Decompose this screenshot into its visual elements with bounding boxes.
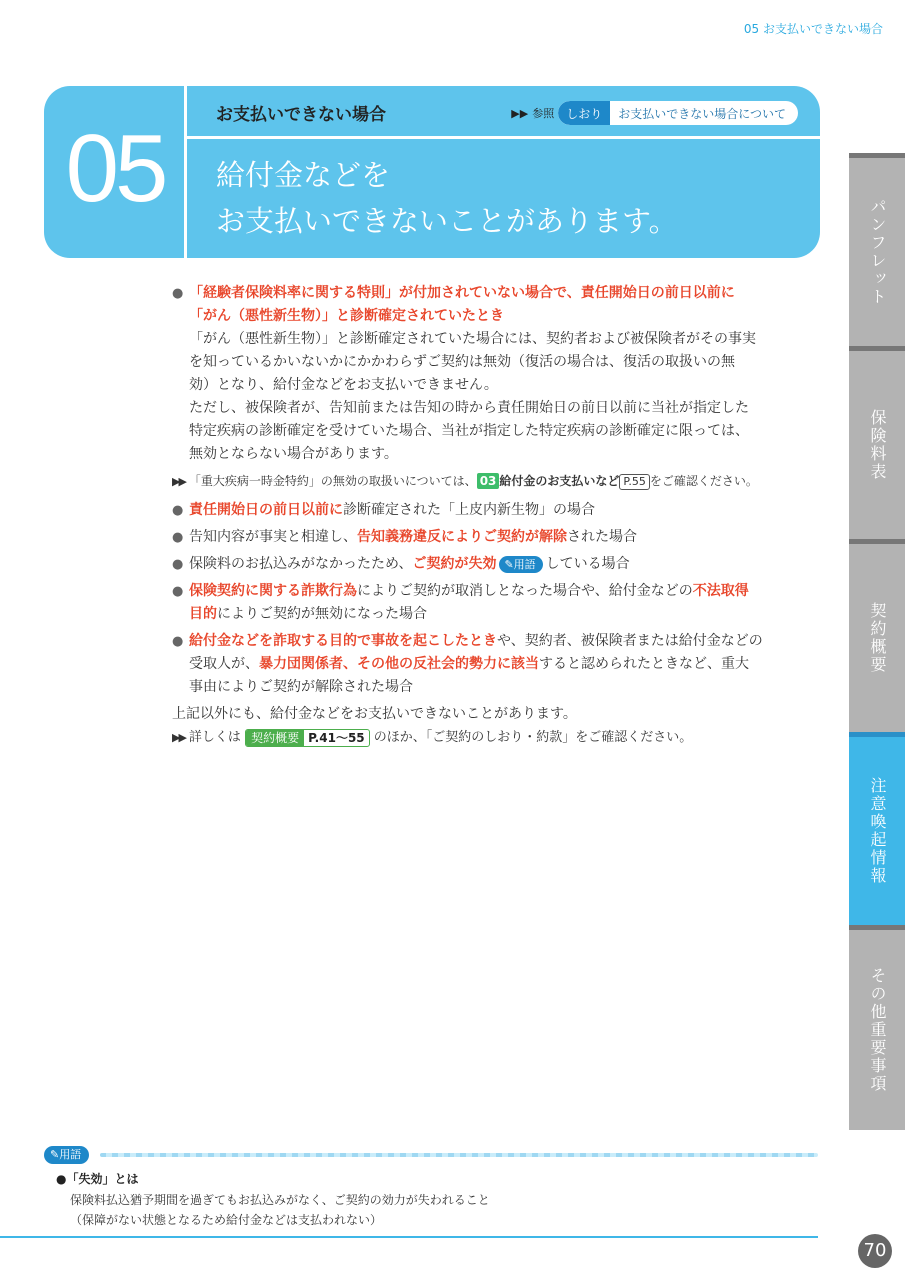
item-text: 事由によりご契約が解除された場合 bbox=[189, 679, 413, 695]
bullet-icon: ● bbox=[172, 557, 184, 572]
running-header: 05 お支払いできない場合 bbox=[743, 22, 883, 36]
item-text: を知っているかいないかにかかわらずご契約は無効（復活の場合は、復活の取扱いの無 bbox=[189, 354, 735, 370]
bullet-icon: ● bbox=[172, 530, 184, 545]
double-arrow-icon: ▶▶ bbox=[172, 731, 185, 744]
item-highlight: ご契約が失効 bbox=[412, 556, 497, 572]
item-highlight: 保険契約に関する詐欺行為 bbox=[189, 583, 357, 599]
page-number: 70 bbox=[858, 1234, 892, 1268]
item-text: ただし、被保険者が、告知前または告知の時から責任開始日の前日以前に当社が指定した bbox=[189, 400, 749, 416]
tab-label: 注意喚起情報 bbox=[868, 777, 887, 885]
glossary-term bbox=[56, 1170, 139, 1187]
item-highlight: 告知義務違反によりご契約が解除 bbox=[357, 529, 567, 545]
reference-tag: しおり bbox=[558, 101, 610, 125]
section-title-line: 給付金などを bbox=[216, 158, 391, 192]
item-text: すると認められたときなど、重大 bbox=[539, 656, 749, 672]
tab-pamphlet[interactable] bbox=[849, 153, 905, 346]
item-highlight: 給付金などを詐取する目的で事故を起こしたとき bbox=[189, 633, 497, 649]
item-highlight: 目的 bbox=[189, 606, 217, 622]
item-text: している場合 bbox=[545, 556, 630, 572]
glossary-desc-line: 保険料払込猶予期間を過ぎてもお払込みがなく、ご契約の効力が失われること bbox=[70, 1193, 490, 1207]
bullet-icon: ● bbox=[172, 503, 184, 518]
glossary-badge-label: 用語 bbox=[59, 1148, 82, 1161]
section-divider bbox=[187, 136, 820, 139]
item-heading: 「経験者保険料率に関する特則」が付加されていない場合で、責任開始日の前日以前に bbox=[189, 285, 735, 301]
pencil-icon: ✎ bbox=[504, 558, 514, 571]
glossary-badge[interactable] bbox=[499, 556, 542, 573]
glossary-header bbox=[44, 1146, 89, 1164]
tab-premium-table[interactable] bbox=[849, 346, 905, 539]
list-item bbox=[172, 630, 782, 699]
item-highlight: 暴力団関係者、その他の反社会的勢力に該当 bbox=[259, 656, 539, 672]
note-link-title[interactable]: 給付金のお支払いなど bbox=[499, 474, 620, 488]
list-item bbox=[172, 553, 782, 576]
tab-contract-summary[interactable] bbox=[849, 539, 905, 732]
section-header bbox=[44, 86, 820, 258]
item-text: 告知内容が事実と相違し、 bbox=[189, 529, 357, 545]
item-highlight: 不法取得 bbox=[692, 583, 749, 599]
item-text: 受取人が、 bbox=[189, 656, 259, 672]
item-text: 効）となり、給付金などをお支払いできません。 bbox=[189, 377, 498, 393]
tab-label: パンフレット bbox=[868, 198, 887, 306]
list-item bbox=[172, 526, 782, 549]
glossary-badge bbox=[44, 1146, 89, 1164]
note-text: 詳しくは bbox=[188, 730, 241, 745]
section-badge[interactable]: 03 bbox=[477, 473, 500, 489]
item-text: によりご契約が無効になった場合 bbox=[217, 606, 427, 622]
item-text: や、契約者、被保険者または給付金などの bbox=[497, 633, 763, 649]
section-divider bbox=[184, 86, 187, 258]
tab-label: 保険料表 bbox=[868, 409, 887, 481]
bullet-icon: ● bbox=[56, 1172, 67, 1186]
list-item bbox=[172, 282, 782, 466]
note-reference bbox=[172, 726, 782, 749]
note-text: 「重大疾病一時金特約」の無効の取扱いについては、 bbox=[188, 474, 477, 488]
tab-label: 契約概要 bbox=[868, 602, 887, 674]
note-reference bbox=[172, 470, 782, 493]
main-content bbox=[172, 282, 782, 755]
glossary-divider bbox=[100, 1153, 818, 1157]
section-title bbox=[216, 152, 678, 244]
glossary-term-text: 「失効」とは bbox=[66, 1172, 139, 1186]
bullet-icon: ● bbox=[172, 634, 184, 649]
note-text: のほか、「ご契約のしおり・約款」をご確認ください。 bbox=[373, 730, 693, 745]
glossary-description bbox=[70, 1190, 490, 1230]
section-number: 05 bbox=[65, 115, 165, 222]
bullet-icon: ● bbox=[172, 286, 184, 301]
bullet-icon: ● bbox=[172, 584, 184, 599]
item-text: によりご契約が取消しとなった場合や、給付金などの bbox=[357, 583, 693, 599]
ref-tag: 契約概要 bbox=[246, 730, 304, 746]
item-highlight: 責任開始日の前日以前に bbox=[189, 502, 343, 518]
page-ref[interactable]: P.55 bbox=[619, 474, 649, 490]
item-text: された場合 bbox=[567, 529, 637, 545]
tab-caution-info[interactable] bbox=[849, 732, 905, 925]
item-text: 無効とならない場合があります。 bbox=[189, 446, 398, 462]
item-text: 保険料のお払込みがなかったため、 bbox=[189, 556, 413, 572]
page-ref: P.41～55 bbox=[308, 730, 365, 745]
footer-divider bbox=[0, 1236, 818, 1238]
list-item bbox=[172, 580, 782, 626]
closing-text: 上記以外にも、給付金などをお支払いできないことがあります。 bbox=[172, 706, 577, 722]
tab-label: その他重要事項 bbox=[868, 967, 887, 1093]
reference-text: 参照 bbox=[532, 107, 555, 120]
glossary-desc-line: （保障がない状態となるため給付金などは支払われない） bbox=[70, 1213, 383, 1227]
double-arrow-icon: ▶▶ bbox=[511, 106, 529, 120]
reference-pill[interactable] bbox=[558, 101, 798, 125]
glossary-badge-label: 用語 bbox=[513, 558, 536, 571]
tab-other-important[interactable] bbox=[849, 925, 905, 1130]
list-item bbox=[172, 499, 782, 522]
note-text: をご確認ください。 bbox=[649, 474, 758, 488]
reference-link[interactable] bbox=[511, 100, 798, 126]
contract-summary-ref[interactable] bbox=[245, 729, 370, 747]
section-label: お支払いできない場合 bbox=[216, 105, 386, 125]
section-title-line: お支払いできないことがあります。 bbox=[216, 204, 678, 238]
double-arrow-icon: ▶▶ bbox=[172, 475, 185, 488]
reference-title: お支払いできない場合について bbox=[618, 106, 786, 121]
item-text: 診断確定された「上皮内新生物」の場合 bbox=[343, 502, 595, 518]
pencil-icon: ✎ bbox=[50, 1148, 60, 1161]
item-text: 「がん（悪性新生物）」と診断確定されていた場合には、契約者および被保険者がその事実 bbox=[189, 331, 756, 347]
item-heading: 「がん（悪性新生物）」と診断確定されていたとき bbox=[189, 308, 504, 324]
item-text: 特定疾病の診断確定を受けていた場合、当社が指定した特定疾病の診断確定に限っては、 bbox=[189, 423, 749, 439]
